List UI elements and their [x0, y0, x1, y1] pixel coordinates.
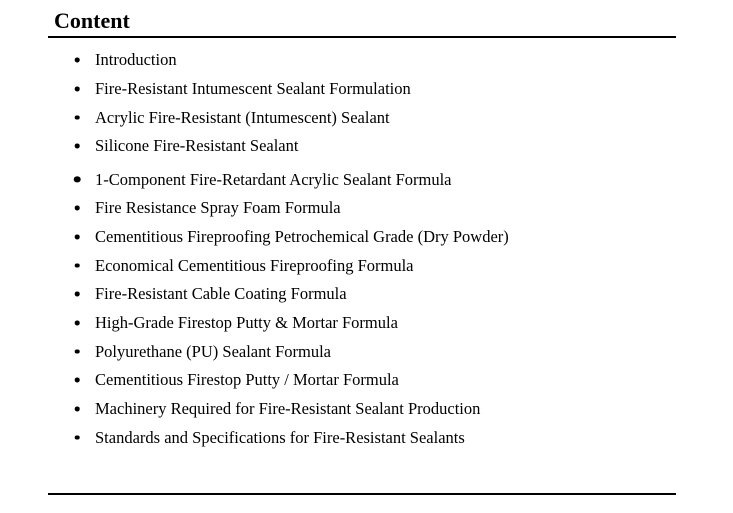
toc-item-label: Introduction	[95, 50, 177, 70]
toc-item	[48, 423, 676, 452]
toc-item	[48, 223, 676, 252]
toc-item	[48, 46, 676, 75]
toc-item	[48, 309, 676, 338]
footer-rule	[48, 493, 676, 495]
bullet-icon	[75, 292, 80, 297]
content-section	[48, 0, 676, 495]
toc-item	[48, 194, 676, 223]
toc-item-label: Fire-Resistant Intumescent Sealant Formulation	[95, 79, 411, 99]
bullet-icon	[75, 378, 80, 383]
toc-item-label: Acrylic Fire-Resistant (Intumescent) Sealant	[95, 107, 390, 127]
toc-item-label: High-Grade Firestop Putty & Mortar Formula	[95, 313, 398, 333]
toc-item-label: Silicone Fire-Resistant Sealant	[95, 136, 299, 156]
toc-item	[48, 366, 676, 395]
bullet-icon	[75, 144, 80, 149]
toc-item-label: Cementitious Fireproofing Petrochemical Grade (Dry Powder)	[95, 226, 509, 246]
toc-item	[48, 132, 676, 161]
toc-item	[48, 75, 676, 104]
bullet-icon	[75, 234, 80, 239]
toc-item-label: Fire Resistance Spray Foam Formula	[95, 198, 341, 218]
bullet-icon	[74, 176, 81, 183]
toc-item-label: Fire-Resistant Cable Coating Formula	[95, 284, 347, 304]
toc-item	[48, 103, 676, 132]
bullet-icon	[75, 87, 80, 92]
toc-item	[48, 395, 676, 424]
bullet-icon	[75, 321, 80, 326]
bullet-icon	[75, 263, 80, 268]
toc-item-label: Economical Cementitious Fireproofing Formula	[95, 255, 414, 275]
toc-item-label: Polyurethane (PU) Sealant Formula	[95, 341, 331, 361]
toc-item-label: Machinery Required for Fire-Resistant Sealant Production	[95, 399, 481, 419]
toc-item	[48, 251, 676, 280]
bullet-icon	[75, 435, 80, 440]
toc-item-label: Cementitious Firestop Putty / Mortar Formula	[95, 370, 399, 390]
bullet-icon	[75, 115, 80, 120]
toc-item-label: 1-Component Fire-Retardant Acrylic Sealant Formula	[95, 169, 452, 189]
toc-item	[48, 280, 676, 309]
page-title: Content	[54, 8, 130, 33]
bullet-icon	[75, 206, 80, 211]
heading-rule	[48, 36, 676, 38]
bullet-icon	[75, 58, 80, 63]
table-of-contents	[48, 46, 676, 452]
bullet-icon	[75, 349, 80, 354]
toc-item	[48, 337, 676, 366]
bullet-icon	[75, 407, 80, 412]
toc-item-label: Standards and Specifications for Fire-Resistant Sealants	[95, 427, 465, 447]
toc-item	[48, 165, 676, 194]
